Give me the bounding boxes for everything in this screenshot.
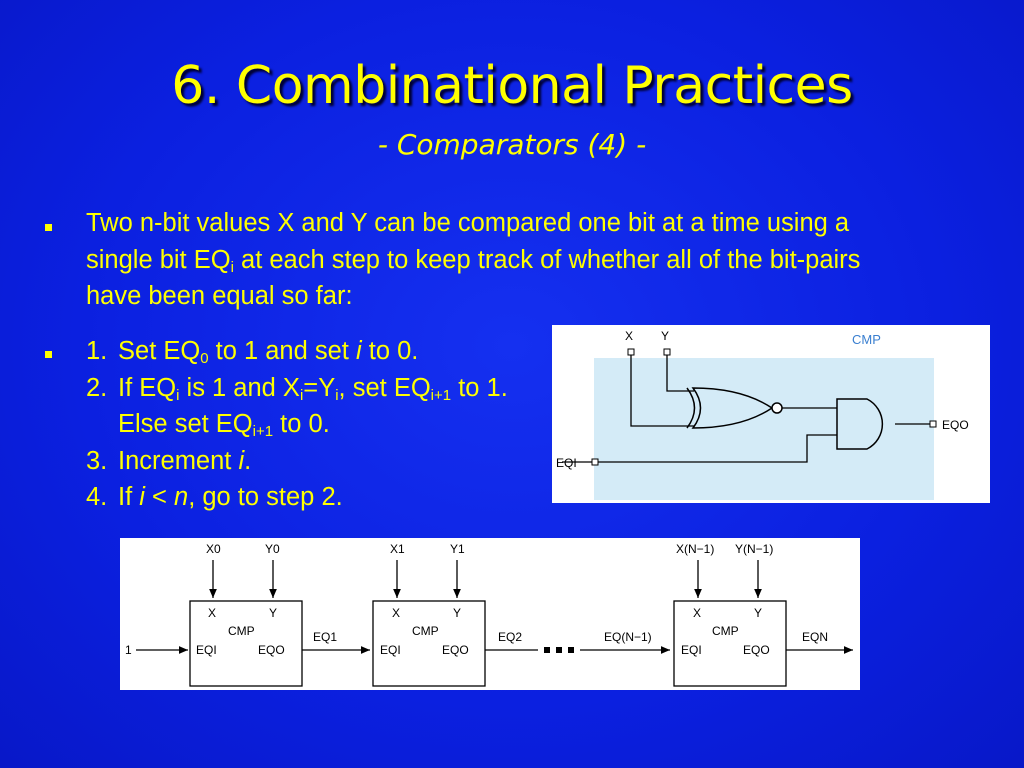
subscript: i	[335, 386, 339, 404]
text-fragment: If EQ	[118, 373, 177, 402]
bullet-1-line-3: have been equal so far:	[86, 282, 353, 310]
cell-1-x-input: X1	[390, 542, 405, 556]
cell-1-port-y: Y	[453, 606, 462, 620]
cmp-cell-last	[674, 542, 853, 686]
bullet-marker	[45, 224, 52, 231]
bullet-1-line-2	[86, 242, 986, 279]
text-fragment: single bit EQ	[86, 245, 231, 274]
cell-1-output: EQ2	[498, 630, 523, 644]
subscript: i+1	[252, 423, 274, 440]
eqo-label: EQO	[942, 418, 969, 432]
cell-last-output: EQN	[802, 630, 829, 644]
chain-input-value: 1	[125, 643, 132, 657]
bullet-1-text	[86, 205, 986, 315]
cell-0-x-input: X0	[206, 542, 221, 556]
eqo-terminal	[930, 421, 936, 427]
text-fragment: <	[144, 483, 174, 511]
subscript: i	[230, 258, 234, 276]
text-fragment: to 0.	[273, 410, 330, 438]
step-4	[86, 479, 556, 516]
cell-last-port-x: X	[693, 606, 702, 620]
cell-last-eqo: EQO	[743, 643, 770, 657]
subscript: i	[176, 386, 180, 404]
cell-0-port-x: X	[208, 606, 217, 620]
step-2-else	[86, 406, 556, 443]
cmp-block-area	[594, 358, 934, 500]
comparator-chain-diagram	[120, 538, 860, 690]
ellipsis-dot	[544, 647, 550, 653]
cell-last-y-input: Y(N−1)	[735, 542, 774, 556]
text-fragment: , go to step 2.	[188, 483, 343, 511]
input-y-terminal	[664, 349, 670, 355]
cell-last-port-y: Y	[754, 606, 763, 620]
input-y-label: Y	[661, 329, 670, 343]
text-fragment: If	[118, 483, 140, 511]
cell-0-port-y: Y	[269, 606, 278, 620]
text-fragment: is 1 and X	[179, 373, 300, 402]
step-2	[86, 370, 556, 407]
cell-last-name: CMP	[712, 624, 739, 638]
ellipsis-dot	[568, 647, 574, 653]
text-fragment: Else set EQ	[118, 410, 253, 438]
cell-last-eqi: EQI	[681, 643, 702, 657]
subscript: i+1	[430, 386, 452, 404]
variable: i	[355, 337, 362, 365]
text-fragment: to 1 and set	[208, 337, 356, 365]
cell-0-eqo: EQO	[258, 643, 285, 657]
cell-0-eqi: EQI	[196, 643, 217, 657]
cell-0-y-input: Y0	[265, 542, 280, 556]
cell-1-name: CMP	[412, 624, 439, 638]
step-3	[86, 443, 556, 480]
subscript: i	[299, 386, 304, 404]
step-number: 2.	[86, 373, 108, 402]
variable: n	[174, 483, 189, 511]
chain-before-last-label: EQ(N−1)	[604, 630, 652, 644]
cmp-circuit-diagram	[552, 325, 990, 503]
variable: i	[238, 446, 245, 475]
text-fragment: =Y	[303, 373, 336, 402]
cell-1-y-input: Y1	[450, 542, 465, 556]
step-number: 3.	[86, 446, 108, 475]
cell-1-eqi: EQI	[380, 643, 401, 657]
bullet-marker	[45, 351, 52, 358]
text-fragment: to 0.	[361, 337, 419, 365]
text-fragment: Set EQ	[118, 337, 201, 365]
bullet-2-steps	[86, 333, 556, 516]
eqi-label: EQI	[556, 456, 577, 470]
subscript: 0	[200, 350, 209, 367]
text-fragment: to 1.	[451, 373, 508, 402]
cell-last-x-input: X(N−1)	[676, 542, 715, 556]
step-1	[86, 333, 556, 370]
ellipsis-dot	[556, 647, 562, 653]
input-x-terminal	[628, 349, 634, 355]
cmp-circuit-svg	[552, 325, 990, 503]
step-number: 4.	[86, 483, 108, 511]
text-fragment: , set EQ	[338, 373, 431, 402]
slide-title: 6. Combinational Practices	[171, 56, 853, 116]
text-fragment: at each step to keep track of whether all of the bit-pairs	[233, 245, 861, 274]
cmp-block-label: CMP	[852, 332, 881, 347]
cmp-cell-1	[373, 542, 538, 686]
text-fragment: .	[244, 446, 252, 475]
cmp-cell-0	[190, 542, 370, 686]
step-number: 1.	[86, 337, 108, 365]
cell-1-port-x: X	[392, 606, 401, 620]
comparator-chain-svg	[120, 538, 860, 690]
text-fragment: Increment	[118, 446, 239, 475]
cell-0-name: CMP	[228, 624, 255, 638]
chain-ellipsis	[544, 647, 574, 653]
cell-1-eqo: EQO	[442, 643, 469, 657]
cell-0-output: EQ1	[313, 630, 338, 644]
xnor-bubble	[772, 403, 782, 413]
bullet-1-line-1: Two n-bit values X and Y can be compared one bit at a time using a	[86, 209, 850, 237]
variable: i	[139, 483, 145, 511]
input-x-label: X	[625, 329, 634, 343]
eqi-terminal	[592, 459, 598, 465]
slide-subtitle: - Comparators (4) -	[377, 128, 647, 161]
